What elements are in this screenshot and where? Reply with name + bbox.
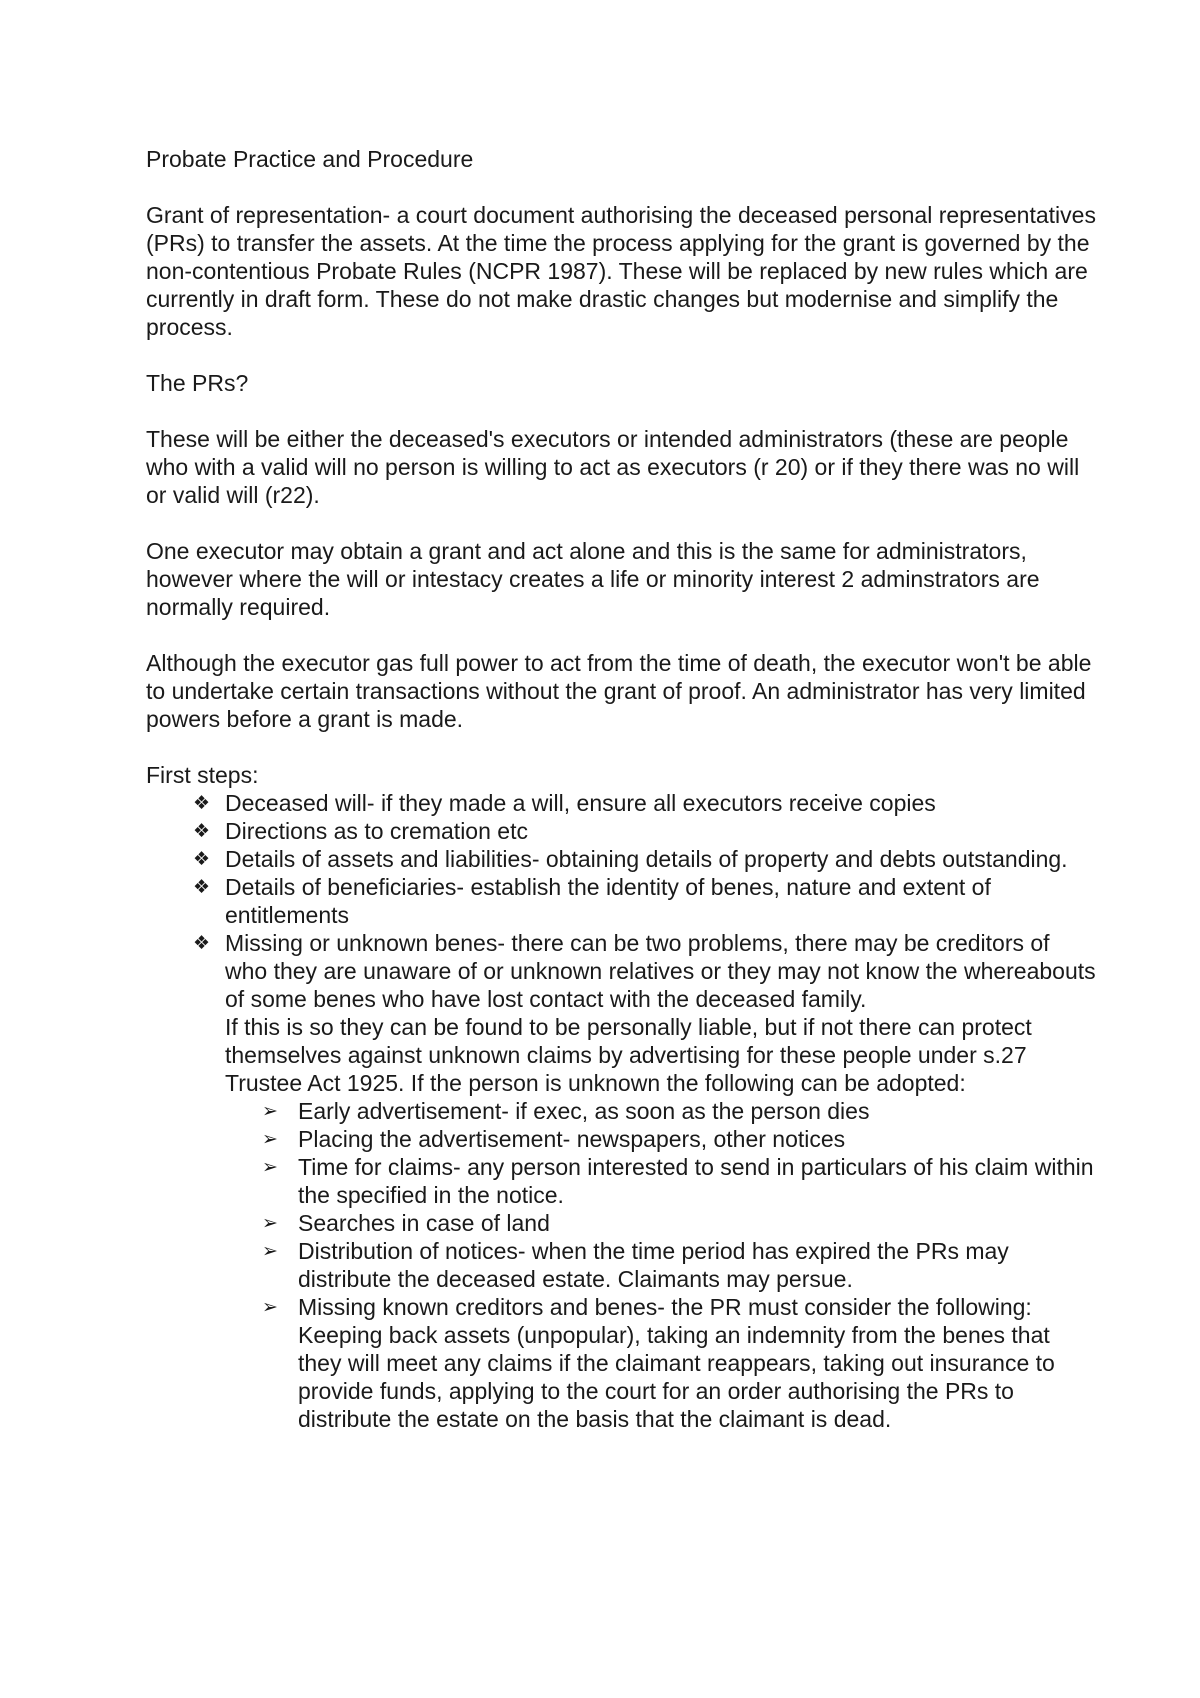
diamond-bullet-icon: ❖ — [193, 932, 211, 954]
arrow-bullet-icon: ➢ — [262, 1100, 278, 1122]
sub-list-item — [262, 1293, 1096, 1433]
document-page — [146, 145, 1096, 1433]
arrow-bullet-icon: ➢ — [262, 1156, 278, 1178]
sub-list-item — [262, 1209, 1096, 1237]
arrow-bullet-icon: ➢ — [262, 1240, 278, 1262]
sub-list-item-text: Searches in case of land — [298, 1210, 550, 1236]
spacer — [146, 397, 1096, 425]
list-item-text: Missing or unknown benes- there can be two problems, there may be creditors of who they are unaware of or unknown relatives or they may not know the whereabouts of some benes who have lost contact with the deceased family. — [225, 930, 1096, 1012]
spacer — [146, 621, 1096, 649]
first-steps-heading: First steps: — [146, 762, 259, 788]
advertising-steps-list — [225, 1097, 1096, 1433]
spacer — [146, 509, 1096, 537]
arrow-bullet-icon: ➢ — [262, 1212, 278, 1234]
sub-list-item — [262, 1237, 1096, 1293]
paragraph-powers: Although the executor gas full power to act from the time of death, the executor won't be able to undertake certain transactions without the grant of proof. An administrator has very limited powers before a grant is made. — [146, 650, 1092, 732]
list-item — [193, 789, 1096, 817]
paragraph-grant: Grant of representation- a court document authorising the deceased personal representatives (PRs) to transfer the assets. At the time the process applying for the grant is governed by the non-contentious Probate Rules (NCPR 1987). These will be replaced by new rules which are currently in draft form. These do not make drastic changes but modernise and simplify the process. — [146, 202, 1096, 340]
spacer — [146, 733, 1096, 761]
sub-list-item-text: Early advertisement- if exec, as soon as the person dies — [298, 1098, 870, 1124]
list-item — [193, 817, 1096, 845]
list-item-text: Directions as to cremation etc — [225, 818, 528, 844]
paragraph-one-executor: One executor may obtain a grant and act alone and this is the same for administrators, however where the will or intestacy creates a life or minority interest 2 adminstrators are normally required. — [146, 538, 1040, 620]
list-item-text: Deceased will- if they made a will, ensure all executors receive copies — [225, 790, 936, 816]
arrow-bullet-icon: ➢ — [262, 1296, 278, 1318]
sub-list-item-text: Distribution of notices- when the time period has expired the PRs may distribute the deceased estate. Claimants may persue. — [298, 1238, 1009, 1292]
list-item — [193, 845, 1096, 873]
missing-benes-note: If this is so they can be found to be personally liable, but if not there can protect themselves against unknown claims by advertising for these people under s.27 Trustee Act 1925. If the person is unknown the following can be adopted: — [225, 1014, 1032, 1096]
arrow-bullet-icon: ➢ — [262, 1128, 278, 1150]
list-item — [193, 873, 1096, 929]
spacer — [146, 173, 1096, 201]
diamond-bullet-icon: ❖ — [193, 876, 211, 898]
sub-list-item — [262, 1097, 1096, 1125]
first-steps-list — [146, 789, 1096, 1433]
list-item — [193, 929, 1096, 1433]
spacer — [146, 341, 1096, 369]
sub-list-item-text: Time for claims- any person interested to send in particulars of his claim within the specified in the notice. — [298, 1154, 1094, 1208]
document-title: Probate Practice and Procedure — [146, 146, 474, 172]
sub-list-item — [262, 1153, 1096, 1209]
list-item-text: Details of beneficiaries- establish the identity of benes, nature and extent of entitlements — [225, 874, 991, 928]
list-item-text: Details of assets and liabilities- obtaining details of property and debts outstanding. — [225, 846, 1068, 872]
diamond-bullet-icon: ❖ — [193, 848, 211, 870]
diamond-bullet-icon: ❖ — [193, 792, 211, 814]
sub-list-item — [262, 1125, 1096, 1153]
paragraph-executors: These will be either the deceased's executors or intended administrators (these are people who with a valid will no person is willing to act as executors (r 20) or if they there was no will or valid will (r22). — [146, 426, 1080, 508]
diamond-bullet-icon: ❖ — [193, 820, 211, 842]
sub-list-item-text: Placing the advertisement- newspapers, other notices — [298, 1126, 846, 1152]
section-heading-prs: The PRs? — [146, 370, 249, 396]
sub-list-item-text: Missing known creditors and benes- the PR must consider the following: Keeping back assets (unpopular), taking an indemnity from the benes that they will meet any claims if the claimant reappears, taking out insurance to provide funds, applying to the court for an order authorising the PRs to distribute the estate on the basis that the claimant is dead. — [298, 1294, 1055, 1432]
